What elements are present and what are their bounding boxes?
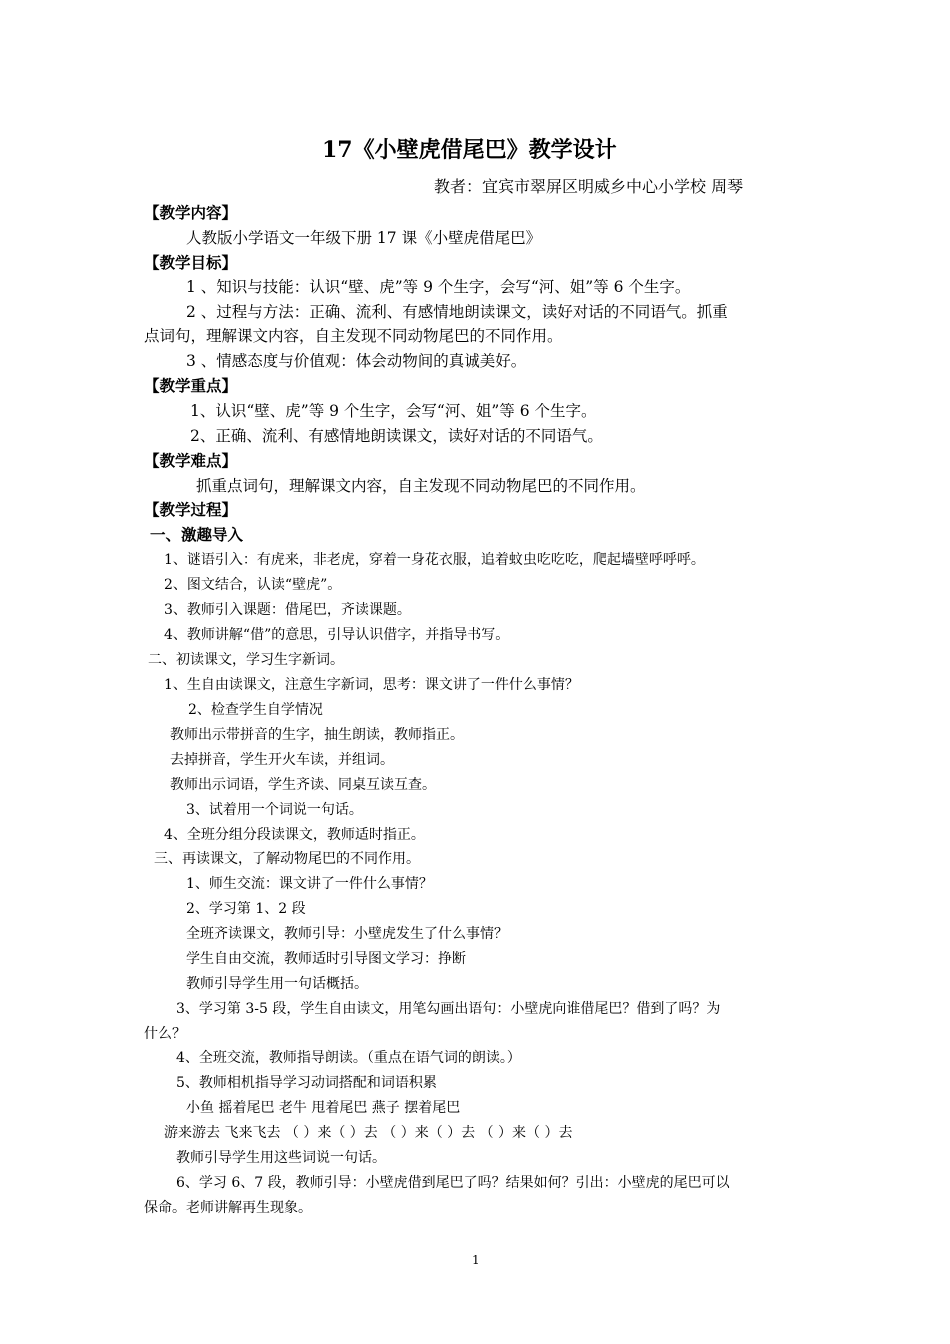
- key-point-1: 1、认识“壁、虎”等 9 个生字，会写“河、姐”等 6 个生字。: [190, 402, 597, 420]
- process-3-4: 4、全班交流，教师指导朗读。（重点在语气词的朗读。）: [176, 1050, 521, 1066]
- goal-2-cont: 点词句，理解课文内容，自主发现不同动物尾巴的不同作用。: [144, 327, 563, 345]
- key-point-2: 2、正确、流利、有感情地朗读课文，读好对话的不同语气。: [190, 427, 603, 445]
- process-1-4: 4、教师讲解“借”的意思，引导认识借字，并指导书写。: [164, 627, 510, 643]
- process-3-2: 2、学习第 1、2 段: [186, 901, 306, 917]
- page-number: 1: [472, 1253, 480, 1267]
- author-line: 教者：宜宾市翠屏区明威乡中心小学校 周琴: [434, 177, 744, 196]
- process-step-1-title: 一、激趣导入: [150, 526, 244, 544]
- document-title: 17《小壁虎借尾巴》教学设计: [322, 137, 617, 163]
- goal-2: 2 、过程与方法：正确、流利、有感情地朗读课文，读好对话的不同语气。抓重: [186, 303, 728, 321]
- process-2-2a: 教师出示带拼音的生字，抽生朗读，教师指正。: [170, 727, 464, 743]
- process-2-2: 2、检查学生自学情况: [188, 702, 323, 718]
- process-2-2c: 教师出示词语，学生齐读、同桌互读互查。: [170, 777, 436, 793]
- section-heading-difficulty: 【教学难点】: [144, 452, 238, 470]
- process-2-4: 4、全班分组分段读课文，教师适时指正。: [164, 827, 425, 843]
- process-step-3-title: 三、再读课文，了解动物尾巴的不同作用。: [154, 851, 420, 867]
- goal-1: 1 、知识与技能：认识“壁、虎”等 9 个生字，会写“河、姐”等 6 个生字。: [186, 278, 691, 296]
- process-3-5c: 教师引导学生用这些词说一句话。: [176, 1150, 386, 1166]
- goal-3: 3 、情感态度与价值观：体会动物间的真诚美好。: [186, 352, 527, 370]
- process-step-2-title: 二、初读课文，学习生字新词。: [148, 652, 344, 668]
- process-1-3: 3、教师引入课题：借尾巴，齐读课题。: [164, 602, 411, 618]
- process-3-6-cont: 保命。老师讲解再生现象。: [144, 1200, 312, 1216]
- process-3-3: 3、学习第 3-5 段，学生自由读文，用笔勾画出语句：小壁虎向谁借尾巴？借到了吗？为: [176, 1001, 721, 1017]
- process-1-2: 2、图文结合，认读“壁虎”。: [164, 577, 342, 593]
- process-2-1: 1、生自由读课文，注意生字新词，思考：课文讲了一件什么事情？: [164, 677, 579, 693]
- process-3-6: 6、学习 6、7 段，教师引导：小壁虎借到尾巴了吗？结果如何？引出：小壁虎的尾巴可以: [176, 1175, 730, 1191]
- process-3-3-cont: 什么？: [144, 1026, 186, 1042]
- difficulty-text: 抓重点词句，理解课文内容，自主发现不同动物尾巴的不同作用。: [196, 477, 646, 495]
- process-3-2b: 学生自由交流，教师适时引导图文学习：挣断: [186, 951, 466, 967]
- process-2-2b: 去掉拼音，学生开火车读，并组词。: [170, 752, 394, 768]
- process-3-5: 5、教师相机指导学习动词搭配和词语积累: [176, 1075, 437, 1091]
- section-heading-content: 【教学内容】: [144, 204, 238, 222]
- process-3-2a: 全班齐读课文，教师引导：小壁虎发生了什么事情？: [186, 926, 508, 942]
- content-text: 人教版小学语文一年级下册 17 课《小壁虎借尾巴》: [186, 229, 542, 247]
- section-heading-goals: 【教学目标】: [144, 254, 238, 272]
- process-3-1: 1、师生交流：课文讲了一件什么事情？: [186, 876, 433, 892]
- process-3-5b: 游来游去 飞来飞去 （ ）来（ ）去 （ ）来（ ）去 （ ）来（ ）去: [164, 1125, 573, 1141]
- process-3-5a: 小鱼 摇着尾巴 老牛 甩着尾巴 燕子 摆着尾巴: [186, 1100, 461, 1116]
- section-heading-key: 【教学重点】: [144, 377, 238, 395]
- process-3-2c: 教师引导学生用一句话概括。: [186, 976, 368, 992]
- process-2-3: 3、试着用一个词说一句话。: [186, 802, 363, 818]
- process-1-1: 1、谜语引入：有虎来，非老虎，穿着一身花衣服，追着蚊虫吃吃吃，爬起墙壁呼呼呼。: [164, 552, 705, 568]
- section-heading-process: 【教学过程】: [144, 501, 238, 519]
